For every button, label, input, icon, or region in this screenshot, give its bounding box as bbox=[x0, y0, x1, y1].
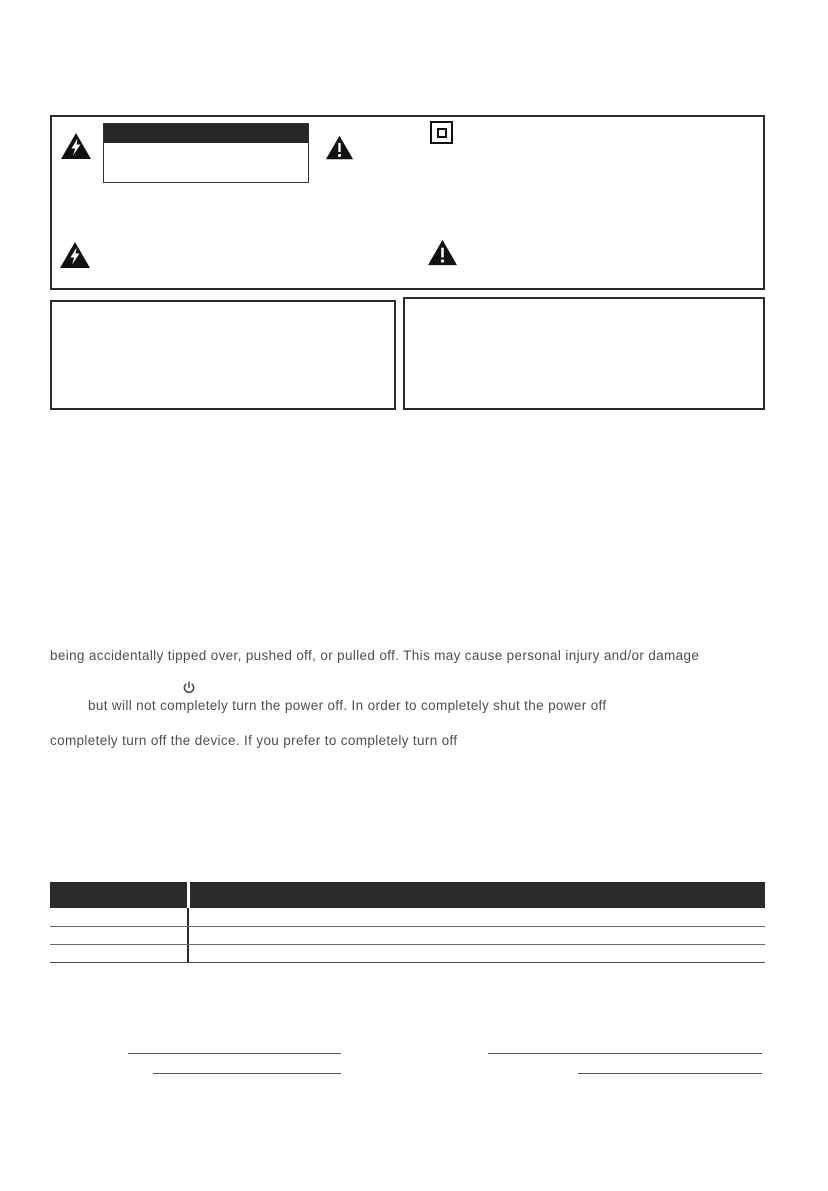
table-row bbox=[50, 927, 765, 945]
fill-in-blank-line bbox=[153, 1073, 341, 1074]
table-cell bbox=[50, 945, 187, 962]
table-bottom-border bbox=[50, 962, 765, 963]
exclamation-triangle-icon bbox=[325, 134, 354, 161]
table-cell bbox=[187, 927, 765, 945]
caution-body-text bbox=[104, 143, 308, 182]
fill-in-blank-line bbox=[128, 1053, 341, 1054]
spec-table bbox=[50, 882, 765, 963]
body-line-tip-over: being accidentally tipped over, pushed off, or pulled off. This may cause personal injury and/or damage bbox=[50, 648, 700, 663]
exclamation-triangle-icon bbox=[427, 238, 458, 267]
table-cell bbox=[187, 908, 765, 926]
table-header-row bbox=[50, 882, 765, 908]
lightning-bolt-triangle-icon bbox=[60, 132, 92, 160]
note-box-left bbox=[50, 300, 396, 410]
caution-header-bar bbox=[104, 124, 308, 143]
table-row bbox=[50, 945, 765, 962]
table-cell bbox=[50, 927, 187, 945]
table-header-col2 bbox=[190, 882, 765, 908]
power-icon bbox=[182, 681, 196, 695]
table-row bbox=[50, 908, 765, 926]
body-line-completely-off: completely turn off the device. If you prefer to completely turn off bbox=[50, 733, 458, 748]
table-header-col1 bbox=[50, 882, 187, 908]
table-body bbox=[50, 908, 765, 963]
caution-label-box bbox=[103, 123, 309, 183]
note-box-right bbox=[403, 297, 765, 410]
lightning-bolt-triangle-icon bbox=[59, 241, 91, 269]
body-line-power-off: but will not completely turn the power off. In order to completely shut the power off bbox=[88, 698, 607, 713]
fill-in-blank-line bbox=[578, 1073, 762, 1074]
fill-in-blank-line bbox=[488, 1053, 762, 1054]
warning-panel bbox=[50, 115, 765, 290]
double-insulation-square-icon bbox=[430, 121, 453, 144]
table-cell bbox=[187, 945, 765, 962]
table-cell bbox=[50, 908, 187, 926]
